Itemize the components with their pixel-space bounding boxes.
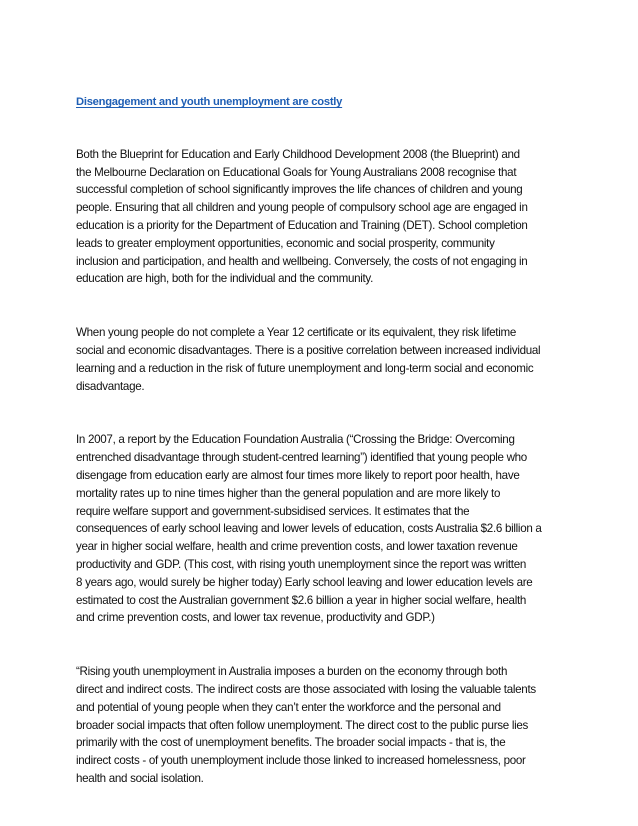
paragraph-line: disadvantage. — [76, 379, 145, 393]
document-page — [76, 94, 572, 824]
section-heading: Disengagement and youth unemployment are costly — [76, 96, 343, 108]
paragraph-line: mortality rates up to nine times higher than the general population and are more likely to — [76, 486, 501, 500]
paragraph-line: Both the Blueprint for Education and Early Childhood Development 2008 (the Blueprint) and — [76, 147, 520, 161]
paragraph-line: 8 years ago, would surely be higher today) Early school leaving and lower education levels are — [76, 575, 533, 589]
paragraph-line: leads to greater employment opportunities, economic and social prosperity, community — [76, 236, 495, 250]
paragraph-line: year in higher social welfare, health and crime prevention costs, and lower taxation revenue — [76, 540, 518, 554]
paragraph-line: entrenched disadvantage through student-centred learning”) identified that young people who — [76, 451, 527, 465]
paragraph-line: people. Ensuring that all children and young people of compulsory school age are engaged in — [76, 201, 528, 215]
paragraph-line: indirect costs - of youth unemployment include those linked to increased homelessness, poor — [76, 754, 526, 768]
paragraph-year12 — [76, 324, 572, 395]
paragraph-line: and potential of young people when they can’t enter the workforce and the personal and — [76, 700, 501, 714]
paragraph-line: and crime prevention costs, and lower tax revenue, productivity and GDP.) — [76, 611, 435, 625]
paragraph-line: In 2007, a report by the Education Foundation Australia (“Crossing the Bridge: Overcoming — [76, 433, 515, 447]
paragraph-line: primarily with the cost of unemployment benefits. The broader social impacts - that is, the — [76, 736, 506, 750]
paragraph-line: learning and a reduction in the risk of future unemployment and long-term social and economic — [76, 361, 534, 375]
paragraph-line: broader social impacts that often follow unemployment. The direct cost to the public purse lies — [76, 718, 529, 732]
paragraph-line: consequences of early school leaving and lower levels of education, costs Australia $2.6 billion a — [76, 522, 542, 536]
paragraph-line: productivity and GDP. (This cost, with rising youth unemployment since the report was written — [76, 557, 527, 571]
paragraph-line: social and economic disadvantages. There is a positive correlation between increased individual — [76, 343, 541, 357]
paragraph-line: disengage from education early are almost four times more likely to report poor health, have — [76, 468, 520, 482]
paragraph-line: the Melbourne Declaration on Educational Goals for Young Australians 2008 recognise that — [76, 165, 517, 179]
paragraph-report-2007 — [76, 431, 572, 627]
paragraph-blueprint — [76, 146, 572, 288]
paragraph-line: direct and indirect costs. The indirect costs are those associated with losing the valuable talents — [76, 682, 536, 696]
paragraph-line: health and social isolation. — [76, 771, 204, 785]
paragraph-line: inclusion and participation, and health and wellbeing. Conversely, the costs of not engaging in — [76, 254, 528, 268]
paragraph-line: education are high, both for the individual and the community. — [76, 272, 373, 286]
paragraph-rising-unemployment — [76, 663, 572, 788]
paragraph-line: education is a priority for the Department of Education and Training (DET). School completion — [76, 218, 528, 232]
paragraph-line: require welfare support and government-subsidised services. It estimates that the — [76, 504, 470, 518]
paragraph-line: “Rising youth unemployment in Australia imposes a burden on the economy through both — [76, 665, 508, 679]
paragraph-line: estimated to cost the Australian government $2.6 billion a year in higher social welfare, health — [76, 593, 527, 607]
paragraph-line: When young people do not complete a Year 12 certificate or its equivalent, they risk lifetime — [76, 326, 516, 340]
paragraph-line: successful completion of school significantly improves the life chances of children and young — [76, 183, 523, 197]
